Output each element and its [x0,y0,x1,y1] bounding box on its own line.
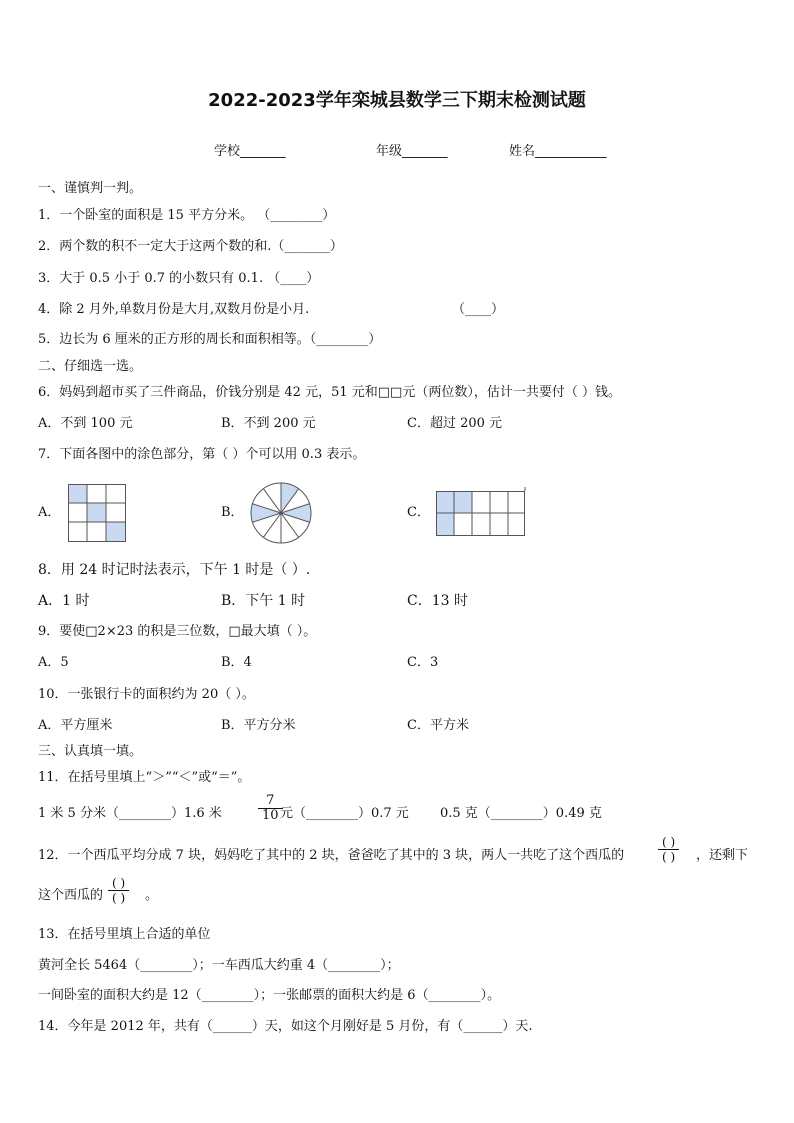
question-1: 1．一个卧室的面积是 15 平方分米。 （________） [38,208,336,223]
figure-a-grid [68,484,128,542]
question-11-part-b: 元（________）0.7 元 [280,806,409,821]
page-title: 2022-2023学年栾城县数学三下期末检测试题 [208,90,586,111]
question-5: 5．边长为 6 厘米的正方形的周长和面积相等。（________） [38,332,382,347]
section-heading-3: 三、认真填一填。 [38,744,143,759]
question-12-remaining-text: ，还剩下 [696,848,749,863]
question-9-option-c: C．3 [407,655,439,670]
question-8-option-a: A．1 时 [38,593,90,609]
question-13-line-b: 一间卧室的面积大约是 12（________）；一张邮票的面积大约是 6（________）。 [38,988,501,1003]
question-10-option-c: C．平方米 [407,718,469,733]
section-heading-1: 一、谨慎判一判。 [38,181,143,196]
question-3: 3．大于 0.5 小于 0.7 的小数只有 0.1. （____） [38,271,320,286]
question-12-fraction-left [108,876,129,905]
question-7: 7．下面各图中的涂色部分，第（ ）个可以用 0.3 表示。 [38,447,366,462]
question-9: 9．要使□2×23 的积是三位数，□最大填（ ）。 [38,624,317,639]
fraction-denominator: 10 [258,808,283,823]
question-11: 11．在括号里填上“＞”“＜”或“＝”。 [38,770,251,785]
question-11-part-a: 1 米 5 分米（________）1.6 米 [38,806,222,821]
question-8-option-b: B．下午 1 时 [221,593,306,609]
question-7-label-c: C． [407,505,430,520]
question-13-line-a: 黄河全长 5464（________）；一车西瓜大约重 4（________）； [38,958,400,973]
question-12-period: 。 [145,888,159,903]
question-7-label-b: B． [221,505,244,520]
figure-b-circle [249,481,313,545]
section-heading-2: 二、仔细选一选。 [38,359,143,374]
question-11-fraction [258,794,283,823]
name-field: 姓名___________ [509,144,607,159]
question-4: 4．除 2 月外,单数月份是大月,双数月份是小月. [38,302,310,317]
question-8-option-c: C．13 时 [407,593,468,609]
question-10-option-b: B．平方分米 [221,718,296,733]
question-14: 14．今年是 2012 年，共有（______）天，如这个月刚好是 5 月份，有（______）天. [38,1019,533,1034]
question-6-option-b: B．不到 200 元 [221,416,316,431]
question-10-option-a: A．平方厘米 [38,718,113,733]
question-12-fraction-eaten [658,835,679,864]
question-6-option-c: C．超过 200 元 [407,416,503,431]
fraction-denominator-blank: ( ) [108,890,129,905]
question-12-continuation: 这个西瓜的 [38,888,104,903]
grade-field: 年级_______ [376,144,448,159]
fraction-numerator: 7 [266,793,275,808]
question-8: 8．用 24 时记时法表示，下午 1 时是（ ）. [38,562,311,578]
question-6-option-a: A．不到 100 元 [38,416,133,431]
fraction-numerator-blank: ( ) [662,835,676,849]
fraction-denominator-blank: ( ) [658,849,679,864]
figure-c-grid [436,487,528,539]
question-7-label-a: A． [38,505,61,520]
fraction-numerator-blank: ( ) [112,876,126,890]
question-4-blank: （____） [452,302,505,317]
question-2: 2．两个数的积不一定大于这两个数的和.（_______） [38,239,343,254]
school-field: 学校_______ [214,144,286,159]
question-11-part-c: 0.5 克（________）0.49 克 [440,806,602,821]
question-10: 10．一张银行卡的面积约为 20（ ）。 [38,687,255,702]
question-9-option-a: A．5 [38,655,69,670]
question-13: 13．在括号里填上合适的单位 [38,927,211,942]
question-9-option-b: B．4 [221,655,252,670]
question-6: 6．妈妈到超市买了三件商品，价钱分别是 42 元，51 元和□□元（两位数），估计一共要付（ ）钱。 [38,385,621,400]
question-12-text: 12．一个西瓜平均分成 7 块，妈妈吃了其中的 2 块，爸爸吃了其中的 3 块，两人一共吃了这个西瓜的 [38,848,625,863]
